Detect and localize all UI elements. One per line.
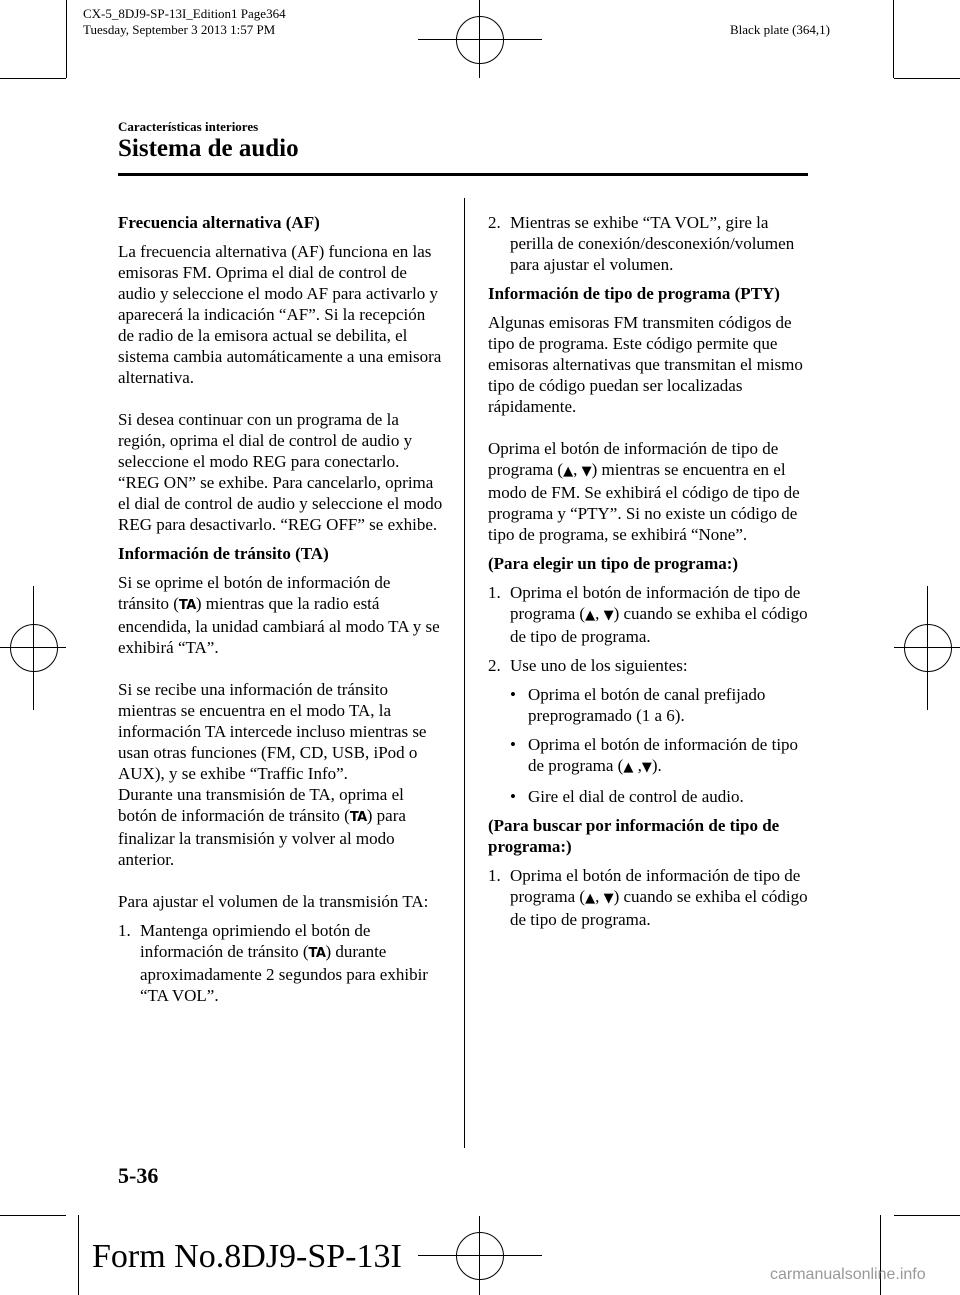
up-arrow-icon: ▲ — [585, 608, 596, 623]
bullet-icon: • — [510, 735, 516, 754]
registration-mark-right — [904, 624, 952, 672]
text-run: ) para finalizar la transmisión y volver al modo anterior. — [118, 806, 406, 869]
pty-paragraph-2 — [488, 438, 814, 545]
crop-mark — [0, 1215, 66, 1216]
text-run: Oprima el botón de información de tipo de programa ( — [510, 866, 801, 906]
list-item — [488, 655, 814, 676]
text-run: ). — [651, 756, 662, 775]
bullet-text: Gire el dial de control de audio. — [528, 787, 744, 806]
down-arrow-icon: ▼ — [603, 891, 614, 906]
page-number: 5-36 — [118, 1163, 159, 1188]
list-item — [118, 920, 444, 1006]
page-title: Sistema de audio — [118, 135, 299, 162]
crop-mark — [0, 78, 66, 79]
down-arrow-icon: ▼ — [603, 608, 614, 623]
list-text: Mientras se exhibe “TA VOL”, gire la perilla de conexión/desconexión/volumen para ajustar el volumen. — [510, 213, 795, 274]
text-run: Si se oprime el botón de información de tránsito ( — [118, 573, 391, 613]
registration-mark-top — [456, 16, 504, 64]
registration-line — [479, 0, 480, 78]
list-number: 1. — [488, 866, 501, 885]
registration-line — [418, 39, 542, 40]
list-text — [140, 920, 444, 1006]
ta-button-icon: TA — [178, 598, 196, 613]
registration-mark-bottom — [456, 1232, 504, 1280]
choose-heading: (Para elegir un tipo de programa:) — [488, 554, 739, 573]
down-arrow-icon: ▼ — [581, 464, 592, 479]
pty-paragraph-1: Algunas emisoras FM transmiten códigos de tipo de programa. Este código permite que emisoras alternativas que transmitan el mismo tipo de código puedan ser localizadas rápidamente. — [488, 313, 803, 416]
crop-mark — [894, 1215, 960, 1216]
up-arrow-icon: ▲ — [623, 760, 634, 775]
list-number: 1. — [118, 921, 131, 940]
registration-mark-left — [10, 624, 58, 672]
list-text — [510, 865, 814, 930]
volume-intro: Para ajustar el volumen de la transmisión TA: — [118, 892, 429, 911]
bullet-icon: • — [510, 685, 516, 704]
af-paragraph-1: La frecuencia alternativa (AF) funciona en las emisoras FM. Oprima el dial de control de audio y seleccione el modo AF para activarlo y aparecerá la indicación “AF”. Si la recepción de radio de la emisora actual se debilita, el sistema cambia automáticamente a una emisora alternativa. — [118, 242, 442, 387]
text-run: , — [595, 887, 604, 906]
ta-button-icon: TA — [308, 946, 326, 961]
watermark: carmanualsonline.info — [770, 1266, 926, 1283]
column-divider — [464, 198, 465, 1148]
print-file-info — [83, 6, 286, 38]
text-run: Mantenga oprimiendo el botón de información de tránsito ( — [140, 921, 371, 961]
bullet-item — [510, 786, 814, 807]
search-heading: (Para buscar por información de tipo de programa:) — [488, 816, 780, 856]
bullet-icon: • — [510, 787, 516, 806]
crop-mark — [78, 1215, 79, 1295]
list-item — [488, 212, 814, 275]
form-number: Form No.8DJ9-SP-13I — [92, 1238, 402, 1275]
list-number: 1. — [488, 583, 501, 602]
ta-heading: Información de tránsito (TA) — [118, 544, 329, 563]
text-run: ) durante aproximadamente 2 segundos para exhibir “TA VOL”. — [140, 942, 428, 1005]
crop-mark — [894, 78, 960, 79]
list-number: 2. — [488, 213, 501, 232]
section-label: Características interiores — [118, 119, 259, 134]
file-line: CX-5_8DJ9-SP-13I_Edition1 Page364 — [83, 6, 286, 21]
text-run: ) mientras que la radio está encendida, la unidad cambiará al modo TA y se exhibirá “TA”. — [118, 594, 440, 657]
text-run: ) cuando se exhiba el código de tipo de programa. — [510, 887, 808, 929]
text-run: Oprima el botón de información de tipo de programa ( — [488, 439, 779, 479]
bullet-item — [510, 684, 814, 726]
registration-line — [33, 586, 34, 710]
text-run: , — [595, 604, 604, 623]
down-arrow-icon: ▼ — [641, 760, 652, 775]
list-text — [510, 582, 814, 647]
text-run: ) mientras se encuentra en el modo de FM. Se exhibirá el código de tipo de programa y “PTY”. Si no existe un código de tipo de programa, se exhibirá “None”. — [488, 460, 800, 544]
af-paragraph-2: Si desea continuar con un programa de la región, oprima el dial de control de audio y seleccione el modo REG para conectarlo. “REG ON” se exhibe. Para cancelarlo, oprima el dial de control de audio y seleccione el modo REG para desactivarlo. “REG OFF” se exhibe. — [118, 410, 443, 534]
right-column — [488, 212, 814, 938]
text-run: , — [633, 756, 642, 775]
list-text: Use uno de los siguientes: — [510, 656, 688, 675]
left-column — [118, 212, 444, 1014]
text-run: Durante una transmisión de TA, oprima el botón de información de tránsito ( — [118, 785, 404, 825]
up-arrow-icon: ▲ — [563, 464, 574, 479]
ta-paragraph-2: Si se recibe una información de tránsito mientras se encuentra en el modo TA, la información TA intercede incluso mientras se usan otras funciones (FM, CD, USB, iPod o AUX), y se exhibe “Traffic Info”. — [118, 680, 427, 783]
af-heading: Frecuencia alternativa (AF) — [118, 213, 320, 232]
ta-paragraph-3 — [118, 784, 444, 870]
bullet-item — [510, 734, 814, 778]
registration-line — [418, 1255, 542, 1256]
ta-button-icon: TA — [349, 810, 367, 825]
text-run: Oprima el botón de información de tipo de programa ( — [510, 583, 801, 623]
ta-paragraph-1 — [118, 572, 444, 658]
registration-line — [479, 1216, 480, 1295]
list-item — [488, 865, 814, 930]
pty-heading: Información de tipo de programa (PTY) — [488, 284, 780, 303]
crop-mark — [893, 0, 894, 78]
title-rule — [118, 173, 808, 176]
text-run: , — [573, 460, 582, 479]
up-arrow-icon: ▲ — [585, 891, 596, 906]
plate-label: Black plate (364,1) — [730, 22, 830, 37]
bullet-text — [528, 734, 814, 778]
text-run: Oprima el botón de información de tipo de programa ( — [528, 735, 799, 775]
crop-mark — [66, 0, 67, 78]
date-line: Tuesday, September 3 2013 1:57 PM — [83, 22, 276, 37]
registration-line — [927, 586, 928, 710]
list-number: 2. — [488, 656, 501, 675]
text-run: ) cuando se exhiba el código de tipo de programa. — [510, 604, 808, 646]
list-item — [488, 582, 814, 647]
bullet-text: Oprima el botón de canal prefijado preprogramado (1 a 6). — [528, 685, 766, 725]
